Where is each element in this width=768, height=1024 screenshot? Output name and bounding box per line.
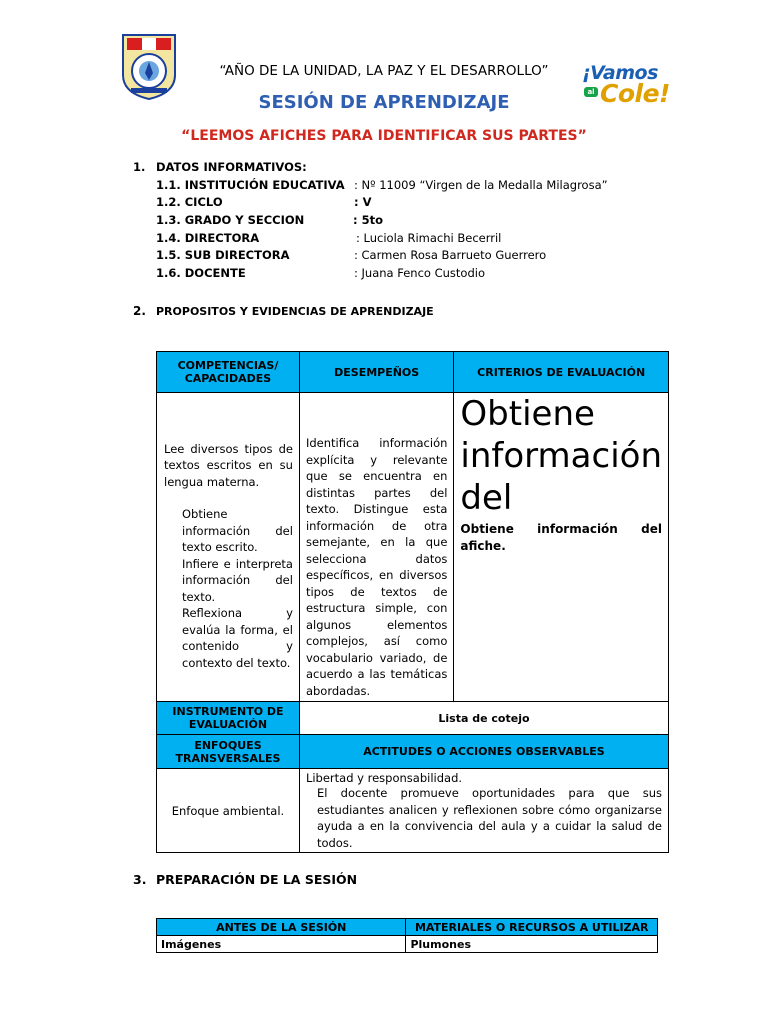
- actitudes-cell: [299, 769, 668, 853]
- list-item: Infiere e interpreta información del texto.: [182, 556, 293, 604]
- info-row: 1.6. DOCENTE : Juana Fenco Custodio: [156, 266, 485, 280]
- vamos-al-cole-logo: ¡Vamos al Cole!: [582, 62, 670, 108]
- materiales-value: Plumones: [406, 936, 658, 953]
- info-row: 1.3. GRADO Y SECCION : 5to: [156, 213, 384, 227]
- section1-number: 1.: [133, 160, 146, 174]
- section3-number: 3.: [133, 872, 147, 887]
- desempeno-cell: [299, 393, 453, 702]
- header-materiales: MATERIALES O RECURSOS A UTILIZAR: [406, 919, 658, 936]
- criterio-cell: [454, 393, 669, 702]
- header-antes: ANTES DE LA SESIÓN: [157, 919, 406, 936]
- session-subtitle: “LEEMOS AFICHES PARA IDENTIFICAR SUS PARTES”: [181, 128, 587, 144]
- enfoque-value: Enfoque ambiental.: [157, 769, 300, 853]
- instrumento-label: INSTRUMENTO DE EVALUACIÓN: [157, 702, 300, 735]
- competencia-cell: [157, 393, 300, 702]
- page-title: SESIÓN DE APRENDIZAJE: [258, 92, 510, 113]
- list-item: Reflexiona y evalúa la forma, el contenido y contexto del texto.: [182, 606, 293, 670]
- year-motto: “AÑO DE LA UNIDAD, LA PAZ Y EL DESARROLLO”: [219, 63, 549, 79]
- header-competencias: COMPETENCIAS/ CAPACIDADES: [157, 352, 300, 393]
- criterio-large-text: Obtiene información del: [460, 394, 662, 518]
- enfoques-label: ENFOQUES TRANSVERSALES: [157, 735, 300, 769]
- competencia-text: Lee diversos tipos de textos escritos en su lengua materna.: [164, 441, 293, 489]
- info-row: 1.1. INSTITUCIÓN EDUCATIVA : Nº 11009 “Virgen de la Medalla Milagrosa”: [156, 178, 608, 192]
- section2-heading: PROPOSITOS Y EVIDENCIAS DE APRENDIZAJE: [156, 305, 434, 318]
- section1-heading: DATOS INFORMATIVOS:: [156, 160, 307, 174]
- capacidades-list: [182, 506, 293, 671]
- info-row: 1.2. CICLO : V: [156, 195, 372, 209]
- section2-number: 2.: [133, 304, 146, 318]
- instrumento-value: Lista de cotejo: [299, 702, 668, 735]
- desempeno-text: Identifica información explícita y relevante que se encuentra en distintas partes del texto. Distingue esta información de otra semejante, en la que selecciona datos específicos, en diversos tipos de textos de estructura simple, con algunos elementos complejos, así como vocabulario variado, de acuerdo a las temáticas abordadas.: [305, 436, 448, 698]
- section3-heading: PREPARACIÓN DE LA SESIÓN: [156, 872, 358, 887]
- purposes-table: [156, 351, 669, 853]
- preparation-table: [156, 918, 658, 953]
- info-row: 1.4. DIRECTORA : Luciola Rimachi Becerril: [156, 231, 502, 245]
- valor-text: Libertad y responsabilidad.: [305, 771, 463, 785]
- antes-value: Imágenes: [157, 936, 406, 953]
- actitudes-label: ACTITUDES O ACCIONES OBSERVABLES: [299, 735, 668, 769]
- accion-text: El docente promueve oportunidades para que sus estudiantes analicen y reflexionen sobre cómo organizarse ayuda a en la convivencia del aula y a cuidar la salud de todos.: [316, 786, 662, 850]
- header-desempenos: DESEMPEÑOS: [299, 352, 453, 393]
- list-item: Obtiene información del texto escrito.: [182, 507, 293, 555]
- criterio-text: Obtiene información del afiche.: [460, 522, 662, 553]
- header-criterios: CRITERIOS DE EVALUACIÓN: [454, 352, 669, 393]
- info-row: 1.5. SUB DIRECTORA : Carmen Rosa Barrueto Guerrero: [156, 248, 547, 262]
